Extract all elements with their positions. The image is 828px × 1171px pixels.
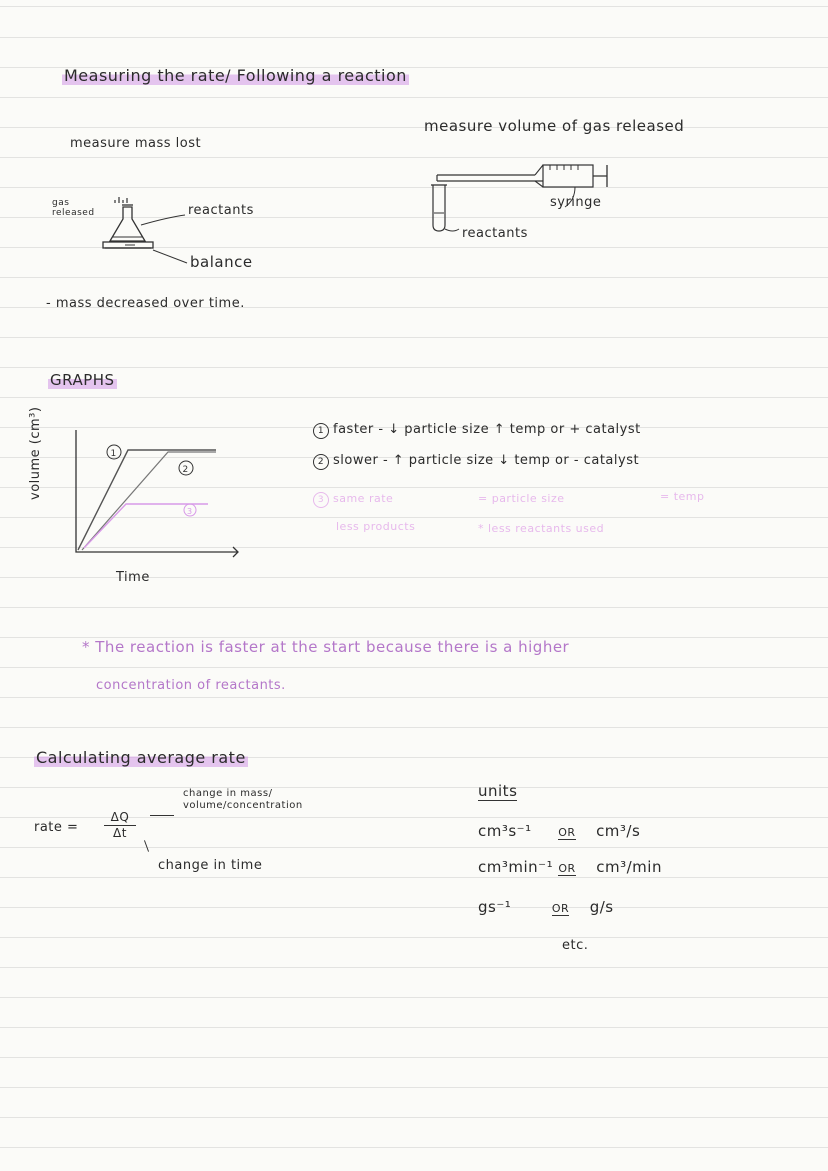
note-line-1-text: * The reaction is faster at the start because there is a higher xyxy=(82,638,570,656)
gas-released-label: gas released xyxy=(52,198,95,218)
units-title-text: units xyxy=(478,782,518,800)
volume-reactants-label: reactants xyxy=(462,226,528,241)
row-3-less-reactants: * less reactants used xyxy=(478,522,605,535)
page-heading xyxy=(62,66,409,85)
units-row-1 xyxy=(478,822,640,840)
units-etc: etc. xyxy=(562,938,589,953)
volume-method-title: measure volume of gas released xyxy=(424,117,685,135)
unit-1a: cm³s⁻¹ xyxy=(478,822,532,840)
syringe-label: syringe xyxy=(550,195,602,210)
units-row-2 xyxy=(478,858,662,876)
row-3-number: 3 xyxy=(313,492,329,508)
units-title xyxy=(478,782,517,800)
row-2-text: slower - ↑ particle size ↓ temp or - catalyst xyxy=(333,453,640,468)
unit-2-or: OR xyxy=(558,862,576,875)
rate-formula-lhs: rate = xyxy=(34,820,79,835)
curve-1-label: 1 xyxy=(110,449,117,459)
graphs-title xyxy=(48,371,117,389)
y-axis-label: volume (cm³) xyxy=(28,406,43,500)
row-1-text: faster - ↓ particle size ↑ temp or + catalyst xyxy=(333,422,641,437)
x-axis-label: Time xyxy=(116,570,150,585)
average-rate-title xyxy=(34,748,248,767)
row-3-temp: = temp xyxy=(660,490,705,503)
average-rate-title-text: Calculating average rate xyxy=(36,748,246,767)
denominator-pointer xyxy=(144,840,149,852)
curve-2-label: 2 xyxy=(182,465,189,475)
row-3-particle-size: = particle size xyxy=(478,492,565,505)
unit-3a: gs⁻¹ xyxy=(478,898,512,916)
note-line-1 xyxy=(82,638,569,656)
denominator-note: change in time xyxy=(158,858,263,873)
mass-note: - mass decreased over time. xyxy=(46,296,245,311)
row-3-text: same rate xyxy=(333,492,394,505)
mass-method-title: measure mass lost xyxy=(70,136,202,151)
unit-3b: g/s xyxy=(589,898,614,916)
numerator-note: change in mass/ volume/concentration xyxy=(183,788,303,811)
graph-row-2 xyxy=(313,453,639,470)
curve-3-label: 3 xyxy=(187,507,193,516)
graph-row-3 xyxy=(313,492,393,508)
unit-1b: cm³/s xyxy=(596,822,641,840)
units-row-3 xyxy=(478,898,614,916)
rate-numerator: ΔQ xyxy=(110,810,130,824)
curve-1 xyxy=(78,450,216,550)
row-1-number: 1 xyxy=(313,423,329,439)
graphs-title-text: GRAPHS xyxy=(50,371,115,389)
unit-2a: cm³min⁻¹ xyxy=(478,858,554,876)
reaction-rate-graph xyxy=(68,430,268,560)
balance-label: balance xyxy=(190,253,253,271)
row-2-number: 2 xyxy=(313,454,329,470)
unit-3-or: OR xyxy=(551,902,570,915)
numerator-pointer xyxy=(150,815,174,816)
mass-reactants-label: reactants xyxy=(188,203,254,218)
note-line-2: concentration of reactants. xyxy=(96,678,286,693)
heading-text: Measuring the rate/ Following a reaction xyxy=(64,66,407,85)
rate-denominator: Δt xyxy=(113,826,127,840)
unit-2b: cm³/min xyxy=(596,858,662,876)
graph-row-4: less products xyxy=(336,520,416,533)
graph-row-1 xyxy=(313,422,641,439)
unit-1-or: OR xyxy=(558,826,576,839)
